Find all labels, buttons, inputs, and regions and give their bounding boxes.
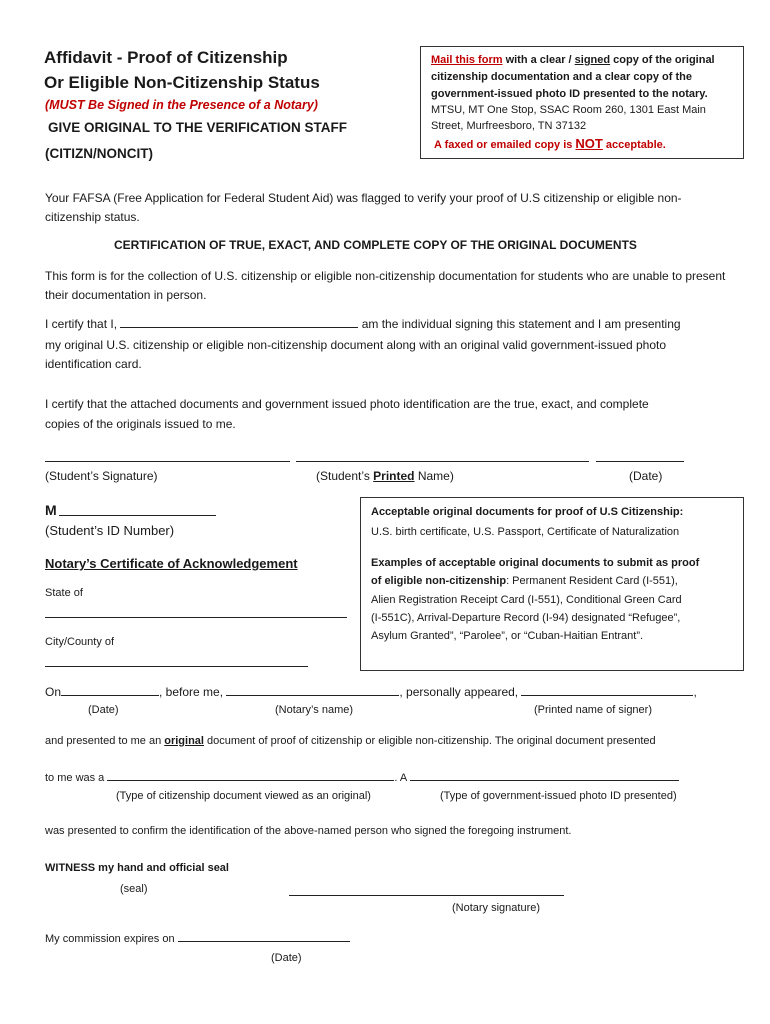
noncit-heading-1: Examples of acceptable original documents to submit as proof (371, 557, 700, 569)
form-code: (CITIZN/NONCIT) (45, 146, 153, 161)
student-date-label: (Date) (629, 469, 663, 483)
certify2-line-1: I certify that the attached documents and government issued photo identification are the true, exact, and complete (45, 397, 649, 411)
mail-line-1: Mail this form with a clear / signed copy of the original (431, 54, 715, 66)
state-label: State of (45, 587, 83, 599)
student-id-field[interactable] (59, 515, 216, 516)
intro-paragraph: Your FAFSA (Free Application for Federal Student Aid) was flagged to verify your proof of U.S citizenship or eligible non-citizenship status. (45, 191, 682, 224)
commission-date-field[interactable] (178, 932, 350, 942)
certify-name-field[interactable] (120, 317, 358, 328)
certification-heading: CERTIFICATION OF TRUE, EXACT, AND COMPLETE COPY OF THE ORIGINAL DOCUMENTS (114, 238, 637, 252)
notary-name-label: (Notary’s name) (275, 704, 354, 716)
mail-address-2: Street, Murfreesboro, TN 37132 (431, 120, 587, 132)
student-printed-name-label: (Student’s Printed Name) (316, 469, 454, 483)
citizenship-docs-heading: Acceptable original documents for proof of U.S Citizenship: (371, 506, 684, 518)
citizenship-doc-type-label: (Type of citizenship document viewed as an original) (116, 790, 371, 802)
title-line-2: Or Eligible Non-Citizenship Status (44, 73, 320, 92)
signer-name-field[interactable] (521, 685, 693, 696)
confirm-line: was presented to confirm the identification of the above-named person who signed the foregoing instrument. (45, 825, 572, 837)
witness-heading: WITNESS my hand and official seal (45, 862, 229, 874)
notary-name-field[interactable] (226, 685, 399, 696)
mail-this-form-link[interactable]: Mail this form (431, 54, 503, 66)
noncit-line-3: (I-551C), Arrival-Departure Record (I-94) designated “Refugee”, (371, 612, 681, 624)
give-original-text: GIVE ORIGINAL TO THE VERIFICATION STAFF (48, 120, 348, 135)
student-signature-label: (Student’s Signature) (45, 469, 158, 483)
student-signature-field[interactable] (45, 461, 290, 462)
certify2-line-2: copies of the originals issued to me. (45, 417, 236, 431)
citizenship-doc-type-field[interactable] (107, 771, 394, 781)
mail-line-3: government-issued photo ID presented to the notary. (431, 88, 708, 100)
student-id-label: (Student’s ID Number) (45, 523, 175, 538)
certify-line-3: identification card. (45, 357, 142, 371)
student-printed-name-field[interactable] (296, 461, 589, 462)
acceptable-documents-box (360, 497, 744, 671)
printed-signer-label: (Printed name of signer) (534, 704, 652, 716)
seal-label: (seal) (120, 883, 148, 895)
state-field[interactable] (45, 617, 347, 618)
fax-warning: A faxed or emailed copy is NOT acceptable. (434, 136, 666, 151)
photo-id-type-field[interactable] (410, 771, 679, 781)
certify-line-2: my original U.S. citizenship or eligible non-citizenship document along with an original valid government-issued photo (45, 338, 666, 352)
notary-signature-label: (Notary signature) (452, 902, 541, 914)
on-date-label: (Date) (88, 704, 119, 716)
mail-line-2: citizenship documentation and a clear copy of the (431, 71, 692, 83)
on-date-field[interactable] (61, 685, 159, 696)
certify-line-1: I certify that I, am the individual signing this statement and I am presenting (45, 317, 681, 331)
noncit-line-2: Alien Registration Receipt Card (I-551), Conditional Green Card (371, 594, 682, 606)
notary-cert-heading: Notary’s Certificate of Acknowledgement (45, 556, 298, 571)
student-id-prefix: M (45, 502, 57, 518)
noncit-line-1: of eligible non-citizenship: Permanent Resident Card (I-551), (371, 575, 678, 587)
mail-instructions-box (420, 46, 744, 159)
photo-id-type-label: (Type of government-issued photo ID presented) (440, 790, 677, 802)
to-me-line: to me was a . A (45, 771, 679, 784)
commission-line: My commission expires on (45, 932, 350, 945)
purpose-paragraph: This form is for the collection of U.S. citizenship or eligible non-citizenship documentation for students who are unable to present their documentation in person. (45, 269, 726, 302)
notary-warning: (MUST Be Signed in the Presence of a Notary) (45, 98, 318, 112)
citizenship-docs-list: U.S. birth certificate, U.S. Passport, Certificate of Naturalization (371, 526, 680, 538)
city-county-label: City/County of (45, 636, 115, 648)
notary-signature-field[interactable] (289, 895, 564, 896)
mail-address-1: MTSU, MT One Stop, SSAC Room 260, 1301 East Main (431, 104, 706, 116)
commission-date-label: (Date) (271, 952, 302, 964)
city-county-field[interactable] (45, 666, 308, 667)
on-line: On , before me, , personally appeared, , (45, 685, 697, 699)
noncit-line-4: Asylum Granted”, “Parolee”, or “Cuban-Haitian Entrant”. (371, 630, 644, 642)
presented-line: and presented to me an original document of proof of citizenship or eligible non-citizenship. The original document presented (45, 735, 656, 747)
title-line-1: Affidavit - Proof of Citizenship (44, 48, 288, 67)
student-date-field[interactable] (596, 461, 684, 462)
